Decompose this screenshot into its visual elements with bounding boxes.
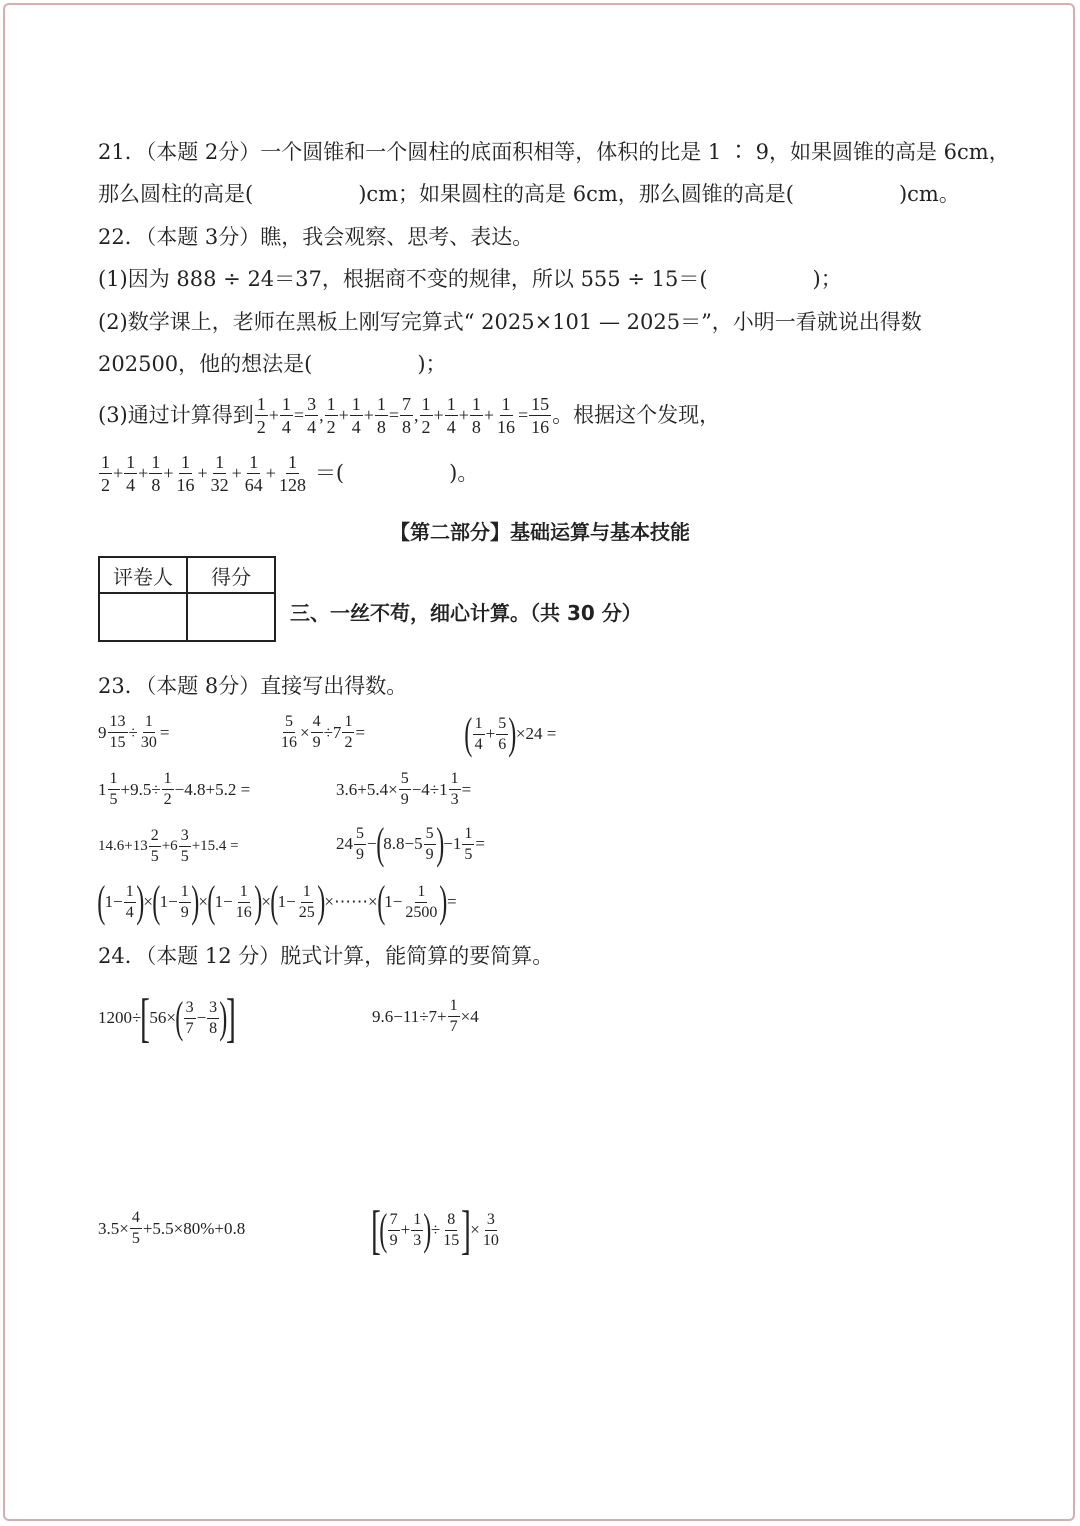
q23-expr-8: ( 1− $\frac{1}{4}$ ) × ( 1− $\frac{1}{9}$ ) × ( 1− $\frac{1}{16}$ ) × ( 1− $\frac{1}{25}$ ) ×⋯⋯× ( 1− $\frac{1}{2500}$ ) = <box>97 877 457 926</box>
section3-title: 三、一丝不苟，细心计算。（共 30 分） <box>290 601 642 625</box>
q22-part3-suffix: 。根据这个发现， <box>552 403 721 427</box>
q22-part2-line2: 202500，他的想法是( )； <box>98 352 447 376</box>
score-label: 得分 <box>187 557 275 593</box>
grader-table <box>98 556 276 642</box>
part2-title: 【第二部分】基础运算与基本技能 <box>390 520 690 544</box>
q22-sum-1: $\frac{1}{2}$ + $\frac{1}{4}$ = $\frac{3}{4}$ , $\frac{1}{2}$ + $\frac{1}{4}$ + $\frac{1}{8}$ = $\frac{7}{8}$ , $\frac{1}{2}$ + $\frac{1}{4}$ + $\frac{1}{8}$ + $\frac{1}{16}$ = $\frac{15}{16}$ <box>256 393 550 437</box>
q23-expr-2: $\frac{5}{16}$ × $\frac{4}{9}$ ÷7 $\frac{1}{2}$ = <box>281 713 366 751</box>
q24-expr-3: 3.5× $\frac{4}{5}$ +5.5×80%+0.8 <box>98 1209 246 1247</box>
q22-part3-line2 <box>98 450 478 496</box>
q22-part3-prefix: (3)通过计算得到 <box>98 403 254 427</box>
q22-part1: (1)因为 888 ÷ 24＝37，根据商不变的规律，所以 555 ÷ 15＝( )； <box>98 267 842 291</box>
grader-label: 评卷人 <box>99 557 187 593</box>
q24-expr-1: 1200÷ [ 56× ( $\frac{3}{7}$ − $\frac{3}{8}$ ) ] <box>98 988 236 1048</box>
q22-part2-line1: (2)数学课上，老师在黑板上刚写完算式“ 2025×101 — 2025＝”，小明一看就说出得数 <box>98 310 922 334</box>
q22-sum-2: $\frac{1}{2}$ + $\frac{1}{4}$ + $\frac{1}{8}$ + $\frac{1}{16}$ + $\frac{1}{32}$ + $\frac{1}{64}$ + $\frac{1}{128}$ <box>101 451 306 495</box>
q23-expr-1: 9 $\frac{13}{15}$ ÷ $\frac{1}{30}$ = <box>98 713 170 751</box>
q23-expr-7: 24 $\frac{5}{9}$ − ( 8.8−5 $\frac{5}{9}$ ) −1 $\frac{1}{5}$ = <box>336 819 485 868</box>
q22-part3-line1 <box>98 392 720 438</box>
score-cell[interactable] <box>187 593 275 641</box>
q24-expr-2: 9.6−11÷7+ $\frac{1}{7}$ ×4 <box>372 997 479 1035</box>
q23-expr-4: 1 $\frac{1}{5}$ +9.5÷ $\frac{1}{2}$ −4.8+5.2 = <box>98 770 251 808</box>
q22-part3-answer: ＝( )。 <box>314 461 479 485</box>
q21-line1: 21．（本题 2分）一个圆锥和一个圆柱的底面积相等，体积的比是 1 ∶ 9，如果圆锥的高是 6cm， <box>98 140 1010 164</box>
q23-title: 23．（本题 8分）直接写出得数。 <box>98 674 408 698</box>
q24-expr-4: [ ( $\frac{7}{9}$ + $\frac{1}{3}$ ) ÷ $\frac{8}{15}$ ] × $\frac{3}{10}$ <box>371 1200 499 1260</box>
q23-expr-6: 14.6+13 $\frac{2}{5}$ +6 $\frac{3}{5}$ +15.4 = <box>98 827 239 865</box>
grader-cell[interactable] <box>99 593 187 641</box>
q23-expr-5: 3.6+5.4× $\frac{5}{9}$ −4÷1 $\frac{1}{3}$ = <box>336 770 472 808</box>
q21-line2: 那么圆柱的高是( )cm；如果圆柱的高是 6cm，那么圆锥的高是( )cm。 <box>98 182 960 206</box>
q22-title: 22．（本题 3分）瞧，我会观察、思考、表达。 <box>98 225 534 249</box>
q24-title: 24．（本题 12 分）脱式计算，能简算的要简算。 <box>98 944 554 968</box>
q23-expr-3: ( $\frac{1}{4}$ + $\frac{5}{6}$ ) ×24 = <box>464 709 557 758</box>
